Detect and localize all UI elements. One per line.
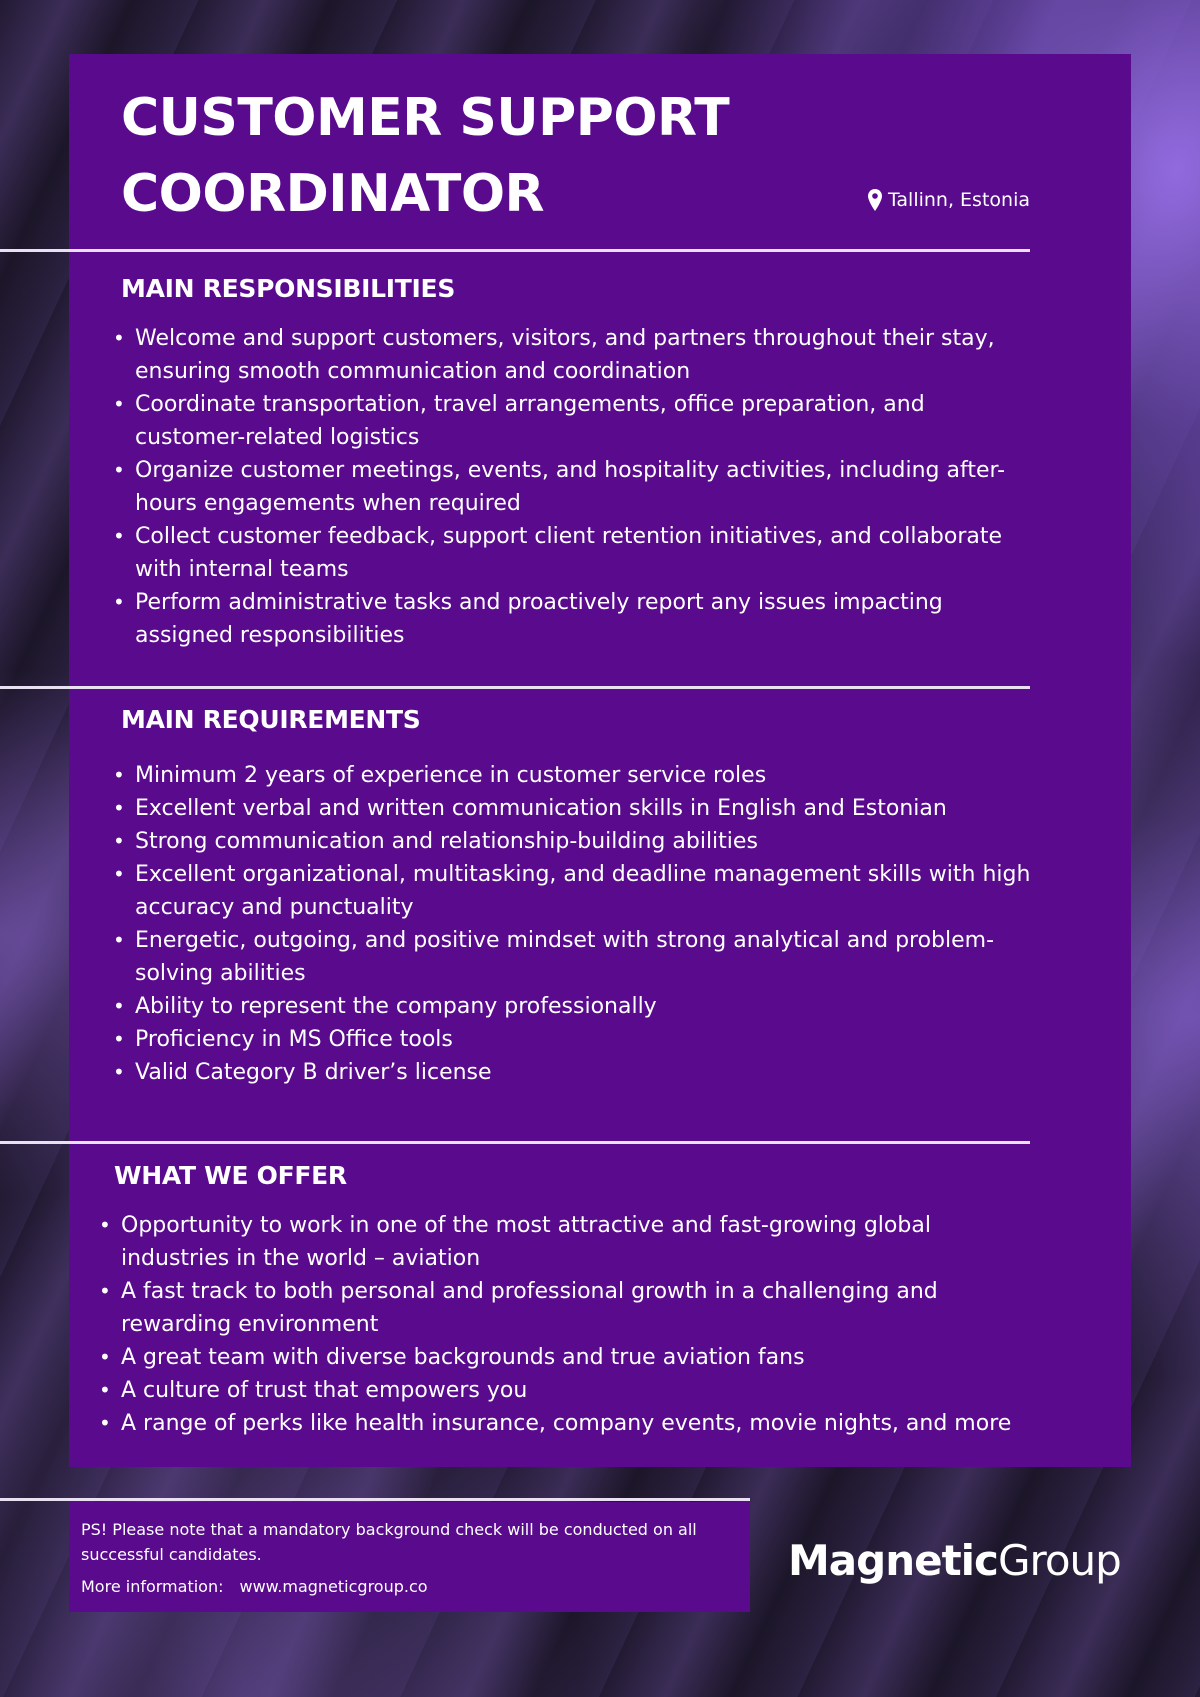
list-item: • Valid Category B driver’s license [113,1056,1033,1089]
offer-heading: WHAT WE OFFER [114,1161,347,1190]
ps-note: PS! Please note that a mandatory background check will be conducted on all successful candidates. [81,1520,697,1564]
list-item: • Welcome and support customers, visitors, and partners throughout their stay, ensuring smooth communication and coordination [113,322,1033,388]
list-item: • Ability to represent the company professionally [113,990,1033,1023]
map-pin-icon [868,189,882,211]
list-item: • Collect customer feedback, support client retention initiatives, and collaborate with internal teams [113,520,1033,586]
list-item: • Energetic, outgoing, and positive mindset with strong analytical and problem-solving abilities [113,924,1033,990]
list-item: • Perform administrative tasks and proactively report any issues impacting assigned responsibilities [113,586,1033,652]
website-link[interactable]: www.magneticgroup.co [239,1577,428,1596]
responsibilities-list [113,322,1033,652]
list-item: • Excellent organizational, multitasking, and deadline management skills with high accuracy and punctuality [113,858,1033,924]
responsibilities-heading: MAIN RESPONSIBILITIES [121,274,456,303]
logo-part-2: Group [997,1536,1121,1585]
requirements-heading: MAIN REQUIREMENTS [121,705,421,734]
location [868,189,1030,211]
list-item: • Organize customer meetings, events, and hospitality activities, including after-hours engagements when required [113,454,1033,520]
requirements-list [113,759,1033,1089]
list-item: • A great team with diverse backgrounds and true aviation fans [99,1341,1039,1374]
company-logo [788,1536,1121,1585]
divider [0,249,1030,252]
page-title [121,80,841,232]
list-item: • A fast track to both personal and professional growth in a challenging and rewarding environment [99,1275,1039,1341]
list-item: • Coordinate transportation, travel arrangements, office preparation, and customer-related logistics [113,388,1033,454]
title-line-2: COORDINATOR [121,164,545,224]
divider [0,1498,750,1501]
divider [0,1141,1030,1144]
list-item: • Opportunity to work in one of the most attractive and fast-growing global industries in the world – aviation [99,1209,1039,1275]
offer-list [99,1209,1039,1440]
list-item: • Excellent verbal and written communication skills in English and Estonian [113,792,1033,825]
divider [0,686,1030,689]
list-item: • Minimum 2 years of experience in customer service roles [113,759,1033,792]
more-label: More information: [81,1577,224,1596]
logo-part-1: Magnetic [788,1536,998,1585]
location-text: Tallinn, Estonia [887,189,1030,211]
list-item: • Strong communication and relationship-building abilities [113,825,1033,858]
more-information [81,1574,428,1599]
title-line-1: CUSTOMER SUPPORT [121,88,730,148]
list-item: • A range of perks like health insurance, company events, movie nights, and more [99,1407,1039,1440]
list-item: • A culture of trust that empowers you [99,1374,1039,1407]
list-item: • Proficiency in MS Office tools [113,1023,1033,1056]
